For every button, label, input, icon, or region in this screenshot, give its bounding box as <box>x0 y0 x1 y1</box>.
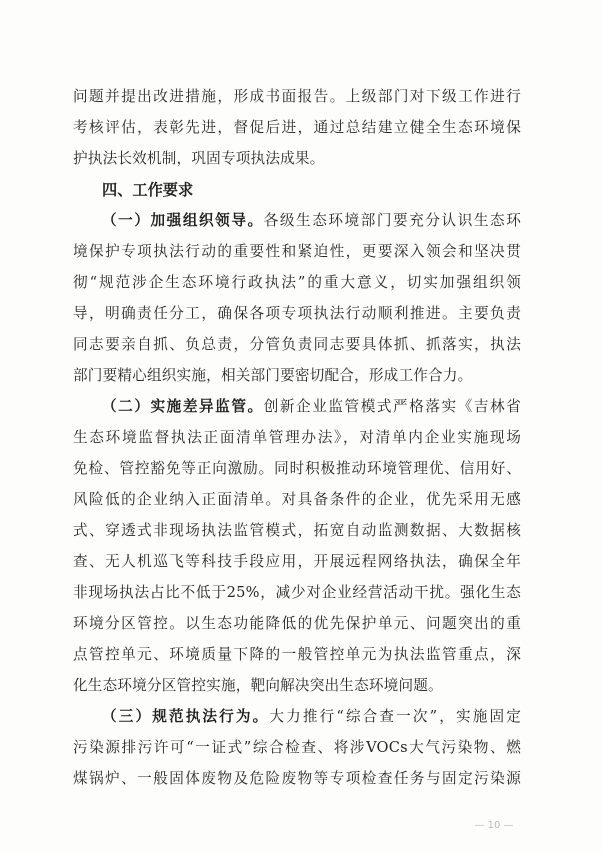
paragraph-1-title: （一）加强组织领导。 <box>102 212 264 229</box>
page-number: — 10 — <box>474 820 514 831</box>
paragraph-2-line: 生态环境监督执法正面清单管理办法》，对清单内企业实施现场 <box>73 429 521 446</box>
paragraph-2-line: 免检、管控豁免等正向激励。同时积极推动环境管理优、信用好、 <box>73 460 521 477</box>
paragraph-2-line: 风险低的企业纳入正面清单。对具备条件的企业，优先采用无感 <box>73 491 521 508</box>
paragraph-2-first-line <box>102 392 521 422</box>
paragraph-3-title: （三）规范执法行为。 <box>102 708 270 725</box>
paragraph-3-first-text: 大力推行“综合查一次”，实施固定 <box>269 708 521 725</box>
paragraph-2-title: （二）实施差异监管。 <box>102 398 264 415</box>
paragraph-2-line: 查、无人机巡飞等科技手段应用，开展远程网络执法，确保全年 <box>73 553 521 570</box>
paragraph-1-line: 部门要精心组织实施，相关部门要密切配合，形成工作合力。 <box>73 367 473 384</box>
paragraph-1-first-line <box>102 206 521 236</box>
paragraph-1-line: 同志要亲自抓、负总责，分管负责同志要具体抓、抓落实，执法 <box>73 336 521 353</box>
paragraph-1-line: 境保护专项执法行动的重要性和紧迫性，更要深入领会和坚决贯 <box>73 243 521 260</box>
intro-line-2: 考核评估，表彰先进，督促后进，通过总结建立健全生态环境保 <box>73 119 521 136</box>
paragraph-3-first-line <box>102 702 521 732</box>
intro-line-3: 护执法长效机制，巩固专项执法成果。 <box>73 150 325 167</box>
section-heading: 四、工作要求 <box>102 181 194 199</box>
paragraph-2-first-text: 创新企业监管模式严格落实《吉林省 <box>263 398 521 415</box>
paragraph-2-line: 式、穿透式非现场执法监管模式，拓宽自动监测数据、大数据核 <box>73 522 521 539</box>
paragraph-1-line: 导，明确责任分工，确保各项专项执法行动顺利推进。主要负责 <box>73 305 521 322</box>
paragraph-1-line: 彻“规范涉企生态环境行政执法”的重大意义，切实加强组织领 <box>73 274 521 291</box>
paragraph-2-line: 化生态环境分区管控实施，靶向解决突出生态环境问题。 <box>73 677 443 694</box>
paragraph-2-line: 环境分区管控。以生态功能降低的优先保护单元、问题突出的重 <box>73 615 521 632</box>
paragraph-2-line: 非现场执法占比不低于25%，减少对企业经营活动干扰。强化生态 <box>73 584 521 601</box>
paragraph-3-line: 污染源排污许可“一证式”综合检查、将涉VOCs大气污染物、燃 <box>73 739 521 756</box>
paragraph-2-line: 点管控单元、环境质量下降的一般管控单元为执法监管重点，深 <box>73 646 521 663</box>
intro-line-1: 问题并提出改进措施，形成书面报告。上级部门对下级工作进行 <box>73 88 521 105</box>
paragraph-1-first-text: 各级生态环境部门要充分认识生态环 <box>263 212 521 229</box>
paragraph-3-line: 煤锅炉、一般固体废物及危险废物等专项检查任务与固定污染源 <box>73 770 521 787</box>
